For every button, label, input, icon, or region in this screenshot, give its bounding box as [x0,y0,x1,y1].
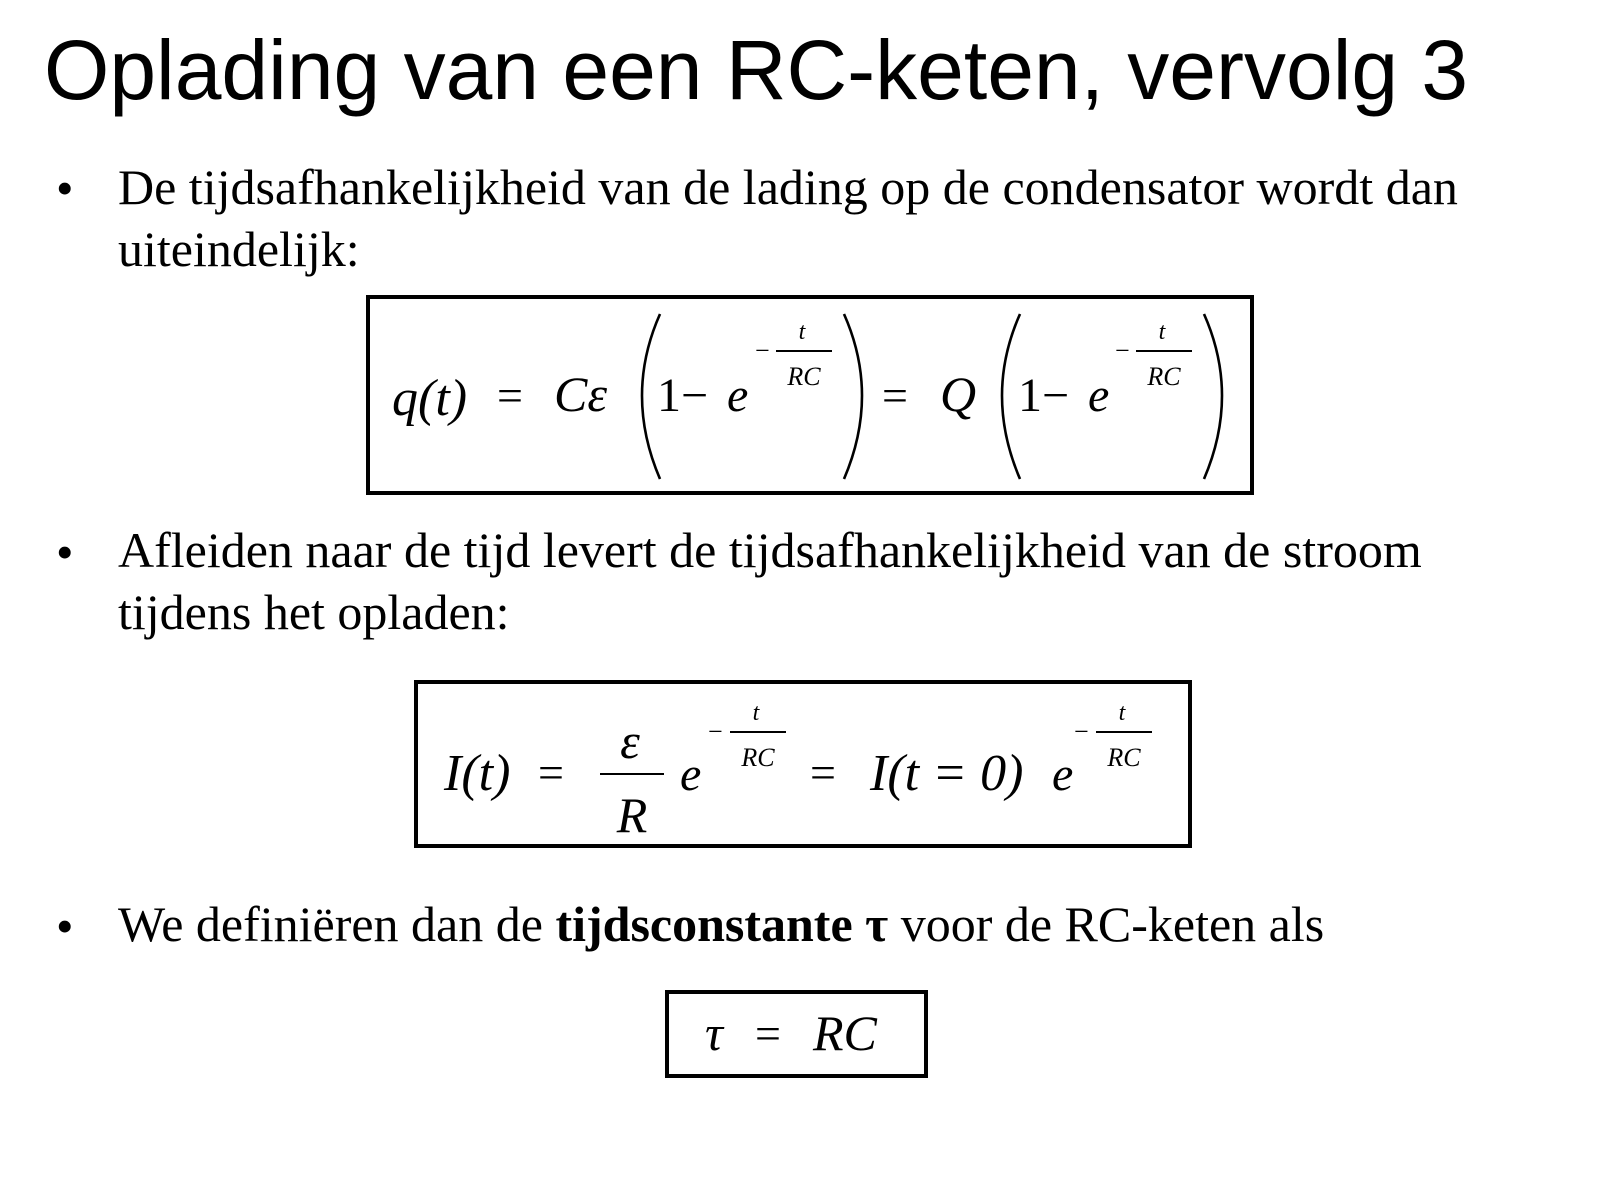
equation-box-current [414,680,1192,848]
exp-minus: − [708,717,723,746]
charge-lhs: q(t) [392,370,468,427]
exp-minus: − [755,336,770,365]
current-equation [418,684,1188,844]
initial-current: I(t = 0) [870,745,1024,802]
exp-base: e [727,369,749,422]
exp-numerator: t [1118,700,1126,726]
exp-denominator: RC [1107,743,1141,772]
bullet-marker: • [56,898,74,954]
slide-title: Oplading van een RC-keten, vervolg 3 [44,23,1469,117]
tau-equation [669,994,924,1074]
equals-sign: = [882,370,908,421]
exp-base: e [1052,748,1074,801]
exp-numerator: t [798,319,806,345]
exp-base: e [1088,369,1110,422]
right-paren [1204,314,1222,479]
bullet-text-tau-start: We definiëren dan de [118,896,556,952]
exp-denominator: RC [741,743,775,772]
exp-denominator: RC [787,362,821,391]
max-charge: Q [940,366,977,422]
one-minus: 1− [1018,369,1070,422]
rc-product: RC [813,1005,877,1061]
right-paren [844,314,862,479]
bullet-marker: • [56,160,74,216]
bullet-text-current: Afleiden naar de tijd levert de tijdsafhankelijkheid van de stroom tijdens het opladen: [118,522,1422,640]
bullet-marker: • [56,524,74,580]
equation-box-tau [665,990,928,1078]
equation-box-charge [366,295,1254,495]
exp-minus: − [1115,336,1130,365]
exp-base: e [680,748,702,801]
one-minus: 1− [657,369,709,422]
equals-sign: = [538,747,564,798]
exp-numerator: t [752,700,760,726]
exp-denominator: RC [1147,362,1181,391]
emf-numerator: ε [620,713,640,769]
bullet-text-tau [118,893,1558,955]
equals-sign: = [810,747,836,798]
capacitance-emf: Cε [554,366,608,422]
exp-minus: − [1074,717,1089,746]
equals-sign: = [497,370,523,421]
current-lhs: I(t) [444,745,511,802]
bullet-text-charge: De tijdsafhankelijkheid van de lading op de condensator wordt dan uiteindelijk: [118,159,1458,277]
exp-numerator: t [1158,319,1166,345]
equals-sign: = [755,1008,781,1059]
bullet-text-tau-end: voor de RC-keten als [888,896,1325,952]
term-time-constant: tijdsconstante τ [555,896,889,952]
charge-equation [370,299,1250,491]
resistance-denominator: R [616,787,648,843]
tau-symbol: τ [705,1005,723,1061]
